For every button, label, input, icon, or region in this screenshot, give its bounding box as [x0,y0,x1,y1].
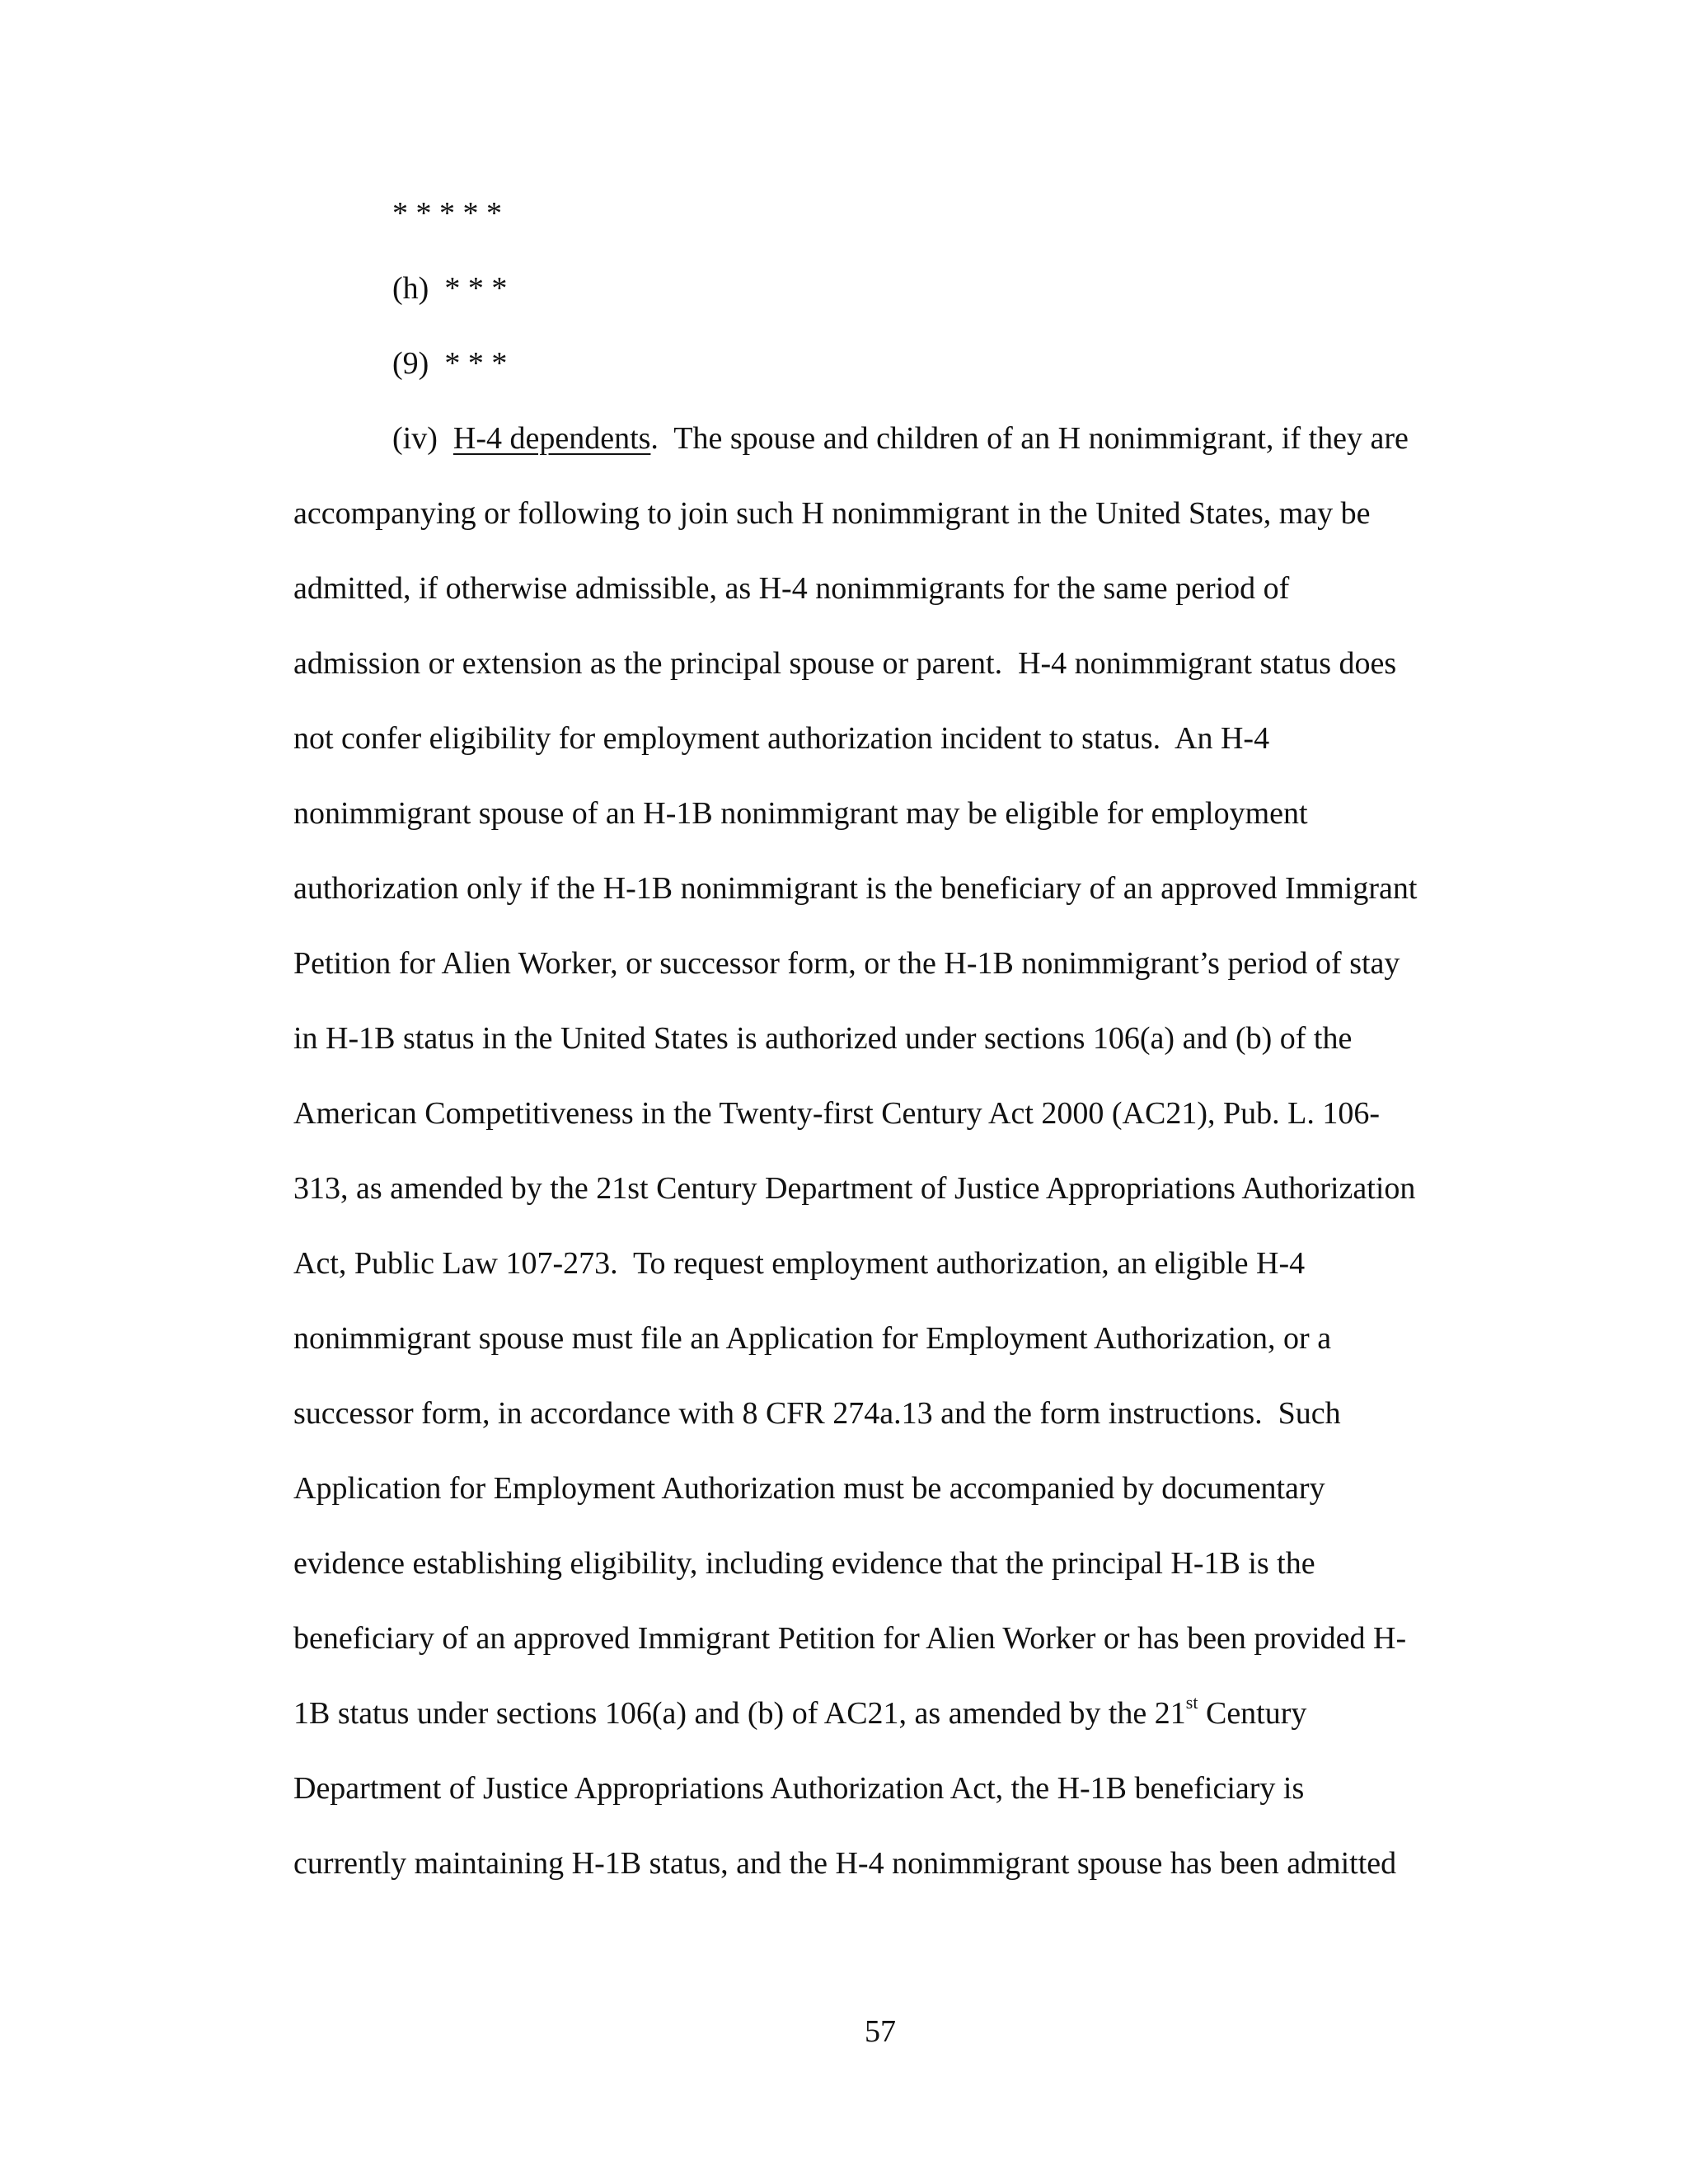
paragraph-iv-heading-end: . [650,421,659,456]
body-line-sup-before: 1B status under sections 106(a) and (b) of AC21, as amended by the 21 [293,1696,1186,1731]
omission-marker: * * * * * [392,196,502,231]
body-line: Application for Employment Authorization must be accompanied by documentary [293,1471,1325,1506]
paragraph-iv-label: (iv) [392,421,438,456]
page-number: 57 [865,2014,896,2049]
body-line: beneficiary of an approved Immigrant Petition for Alien Worker or has been provided H- [293,1621,1407,1656]
paragraph-9 [392,344,507,382]
paragraph-9-stars: * * * [444,346,508,381]
body-line: Act, Public Law 107-273. To request employment authorization, an eligible H-4 [293,1246,1306,1281]
body-line: American Competitiveness in the Twenty-first Century Act 2000 (AC21), Pub. L. 106- [293,1096,1380,1131]
body-line: Petition for Alien Worker, or successor form, or the H-1B nonimmigrant’s period of stay [293,946,1400,981]
paragraph-iv-heading: H-4 dependents [452,421,651,456]
paragraph-9-label: (9) [392,346,429,381]
paragraph-h-label: (h) [392,271,429,306]
body-line: admission or extension as the principal spouse or parent. H-4 nonimmigrant status does [293,646,1397,681]
ordinal-superscript: st [1185,1692,1198,1713]
body-line: authorization only if the H-1B nonimmigrant is the beneficiary of an approved Immigrant [293,871,1418,906]
body-line: 313, as amended by the 21st Century Department of Justice Appropriations Authorization [293,1171,1416,1206]
body-line: in H-1B status in the United States is authorized under sections 106(a) and (b) of the [293,1021,1353,1056]
paragraph-iv-first-line [392,419,1409,457]
body-line: not confer eligibility for employment authorization incident to status. An H-4 [293,721,1270,756]
body-line: nonimmigrant spouse must file an Application for Employment Authorization, or a [293,1321,1332,1356]
body-line-with-superscript [293,1694,1306,1732]
body-line: successor form, in accordance with 8 CFR 274a.13 and the form instructions. Such [293,1396,1341,1431]
paragraph-h [392,269,507,307]
paragraph-iv-first-line-rest: The spouse and children of an H nonimmigrant, if they are [658,421,1409,456]
body-line-sup-after: Century [1198,1696,1307,1731]
body-line: accompanying or following to join such H nonimmigrant in the United States, may be [293,496,1371,531]
body-line: Department of Justice Appropriations Authorization Act, the H-1B beneficiary is [293,1771,1305,1806]
paragraph-h-stars: * * * [444,271,508,306]
body-line: evidence establishing eligibility, including evidence that the principal H-1B is the [293,1546,1315,1581]
body-line: admitted, if otherwise admissible, as H-4 nonimmigrants for the same period of [293,571,1290,606]
body-line: currently maintaining H-1B status, and the H-4 nonimmigrant spouse has been admitted [293,1846,1397,1881]
body-line: nonimmigrant spouse of an H-1B nonimmigrant may be eligible for employment [293,796,1308,831]
